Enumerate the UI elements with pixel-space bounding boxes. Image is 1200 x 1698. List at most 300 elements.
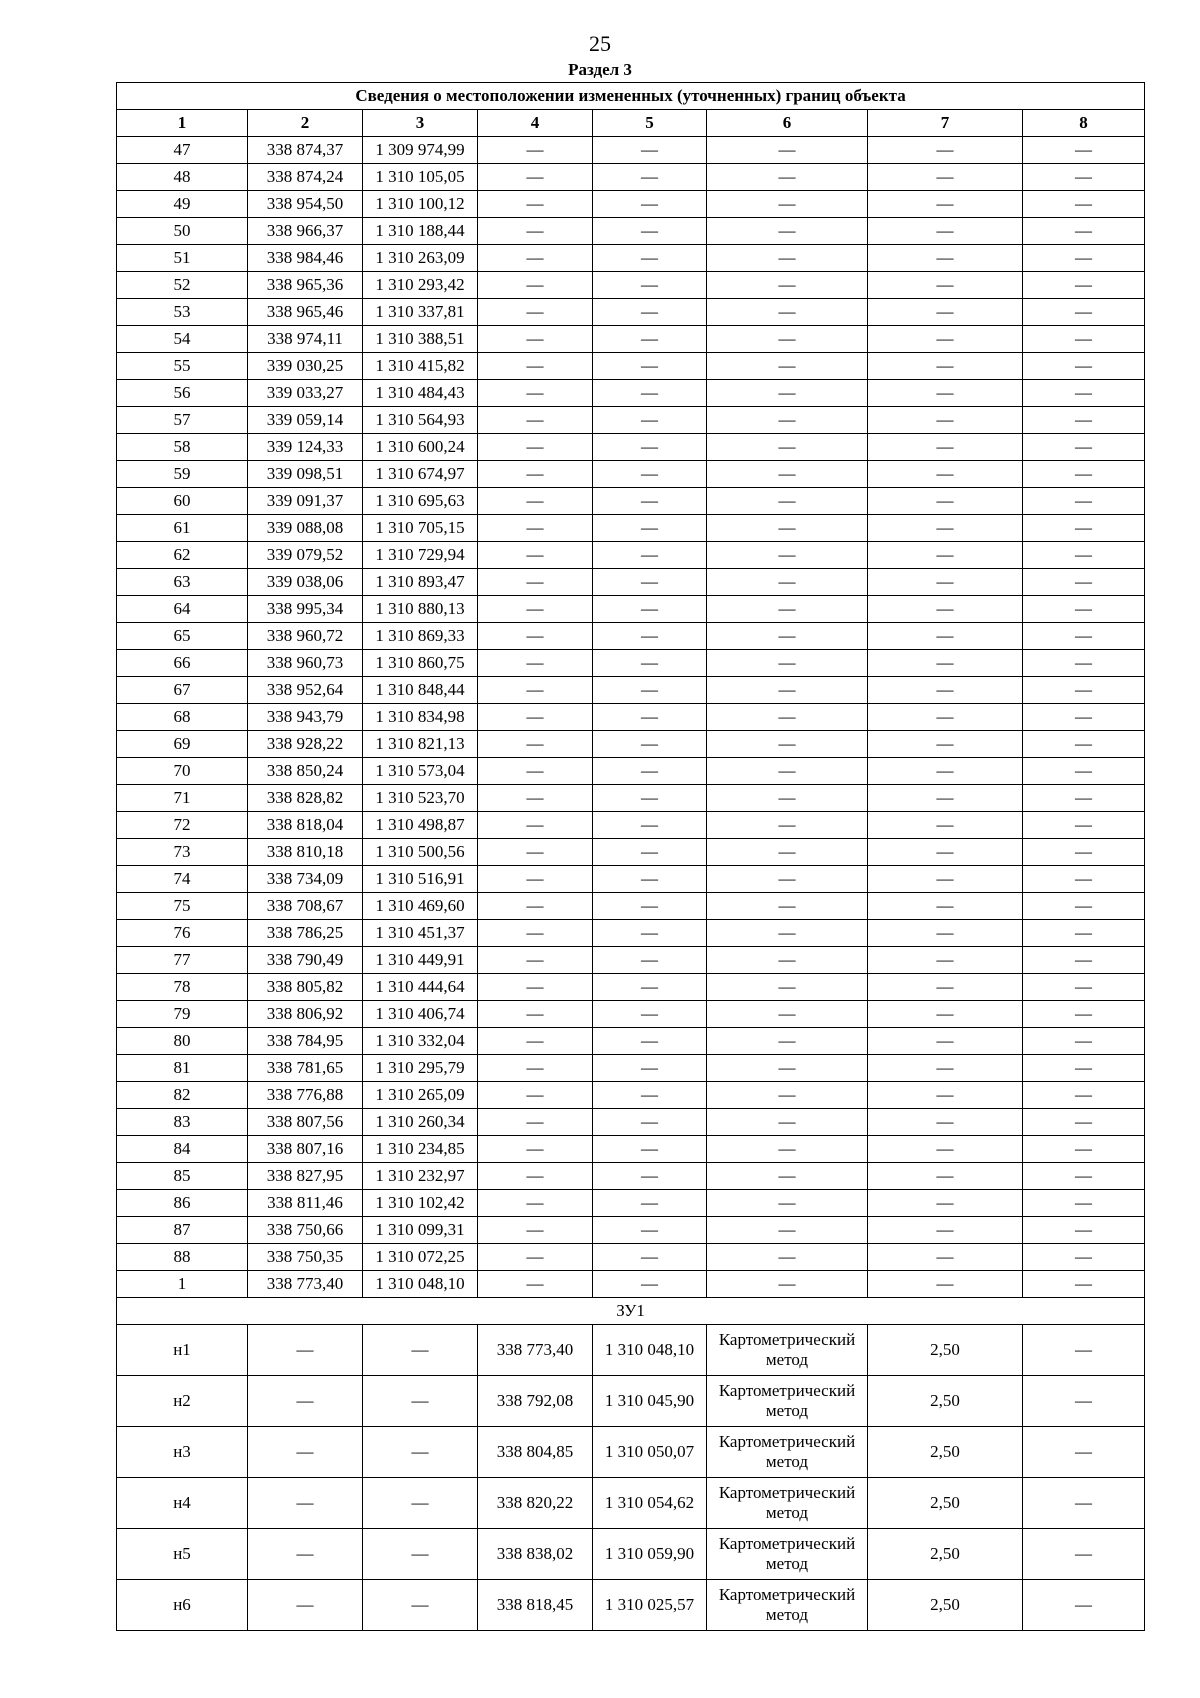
table-row — [117, 137, 1145, 164]
empty-dash-cell: — — [593, 1082, 707, 1109]
empty-dash-cell: — — [868, 1136, 1023, 1163]
empty-dash-cell: — — [1023, 1529, 1145, 1580]
existing-y-cell: 1 310 048,10 — [363, 1271, 478, 1298]
new-y-cell: 1 310 059,90 — [593, 1529, 707, 1580]
empty-dash-cell: — — [1023, 434, 1145, 461]
empty-dash-cell: — — [593, 785, 707, 812]
point-number-cell: 55 — [117, 353, 248, 380]
existing-y-cell: 1 310 188,44 — [363, 218, 478, 245]
table-row — [117, 1529, 1145, 1580]
empty-dash-cell: — — [1023, 650, 1145, 677]
point-number-cell: 73 — [117, 839, 248, 866]
table-row — [117, 1244, 1145, 1271]
empty-dash-cell: — — [478, 974, 593, 1001]
point-number-cell: 86 — [117, 1190, 248, 1217]
point-number-cell: 85 — [117, 1163, 248, 1190]
boundary-coordinates-table — [116, 82, 1145, 1631]
point-number-cell: 50 — [117, 218, 248, 245]
existing-y-cell: 1 310 860,75 — [363, 650, 478, 677]
empty-dash-cell: — — [1023, 1082, 1145, 1109]
empty-dash-cell: — — [868, 461, 1023, 488]
empty-dash-cell: — — [1023, 731, 1145, 758]
empty-dash-cell: — — [1023, 1427, 1145, 1478]
point-number-cell: н6 — [117, 1580, 248, 1631]
empty-dash-cell: — — [1023, 1055, 1145, 1082]
column-number-5: 5 — [593, 110, 707, 137]
empty-dash-cell: — — [478, 380, 593, 407]
column-number-6: 6 — [707, 110, 868, 137]
empty-dash-cell: — — [593, 974, 707, 1001]
accuracy-cell: 2,50 — [868, 1580, 1023, 1631]
point-number-cell: 75 — [117, 893, 248, 920]
empty-dash-cell: — — [1023, 380, 1145, 407]
empty-dash-cell: — — [478, 596, 593, 623]
empty-dash-cell: — — [707, 1271, 868, 1298]
table-row — [117, 731, 1145, 758]
existing-x-cell: 338 790,49 — [248, 947, 363, 974]
existing-x-cell: 338 708,67 — [248, 893, 363, 920]
existing-x-cell: 338 952,64 — [248, 677, 363, 704]
empty-dash-cell: — — [707, 1163, 868, 1190]
empty-dash-cell: — — [1023, 218, 1145, 245]
empty-dash-cell: — — [707, 1001, 868, 1028]
empty-dash-cell: — — [1023, 893, 1145, 920]
empty-dash-cell: — — [1023, 839, 1145, 866]
existing-y-cell: 1 310 600,24 — [363, 434, 478, 461]
empty-dash-cell: — — [707, 839, 868, 866]
existing-y-cell: 1 310 705,15 — [363, 515, 478, 542]
existing-x-cell: 338 784,95 — [248, 1028, 363, 1055]
empty-dash-cell: — — [707, 704, 868, 731]
table-row — [117, 947, 1145, 974]
existing-x-cell: 338 807,16 — [248, 1136, 363, 1163]
empty-dash-cell: — — [707, 1136, 868, 1163]
empty-dash-cell: — — [868, 677, 1023, 704]
existing-x-cell: 338 750,66 — [248, 1217, 363, 1244]
empty-dash-cell: — — [1023, 812, 1145, 839]
section-title: Раздел 3 — [568, 60, 632, 79]
table-row — [117, 272, 1145, 299]
table-row — [117, 245, 1145, 272]
empty-dash-cell: — — [593, 191, 707, 218]
empty-dash-cell: — — [363, 1427, 478, 1478]
empty-dash-cell: — — [1023, 1109, 1145, 1136]
new-y-cell: 1 310 050,07 — [593, 1427, 707, 1478]
empty-dash-cell: — — [478, 947, 593, 974]
empty-dash-cell: — — [1023, 191, 1145, 218]
empty-dash-cell: — — [707, 272, 868, 299]
table-row — [117, 1190, 1145, 1217]
point-number-cell: 72 — [117, 812, 248, 839]
existing-x-cell: 338 750,35 — [248, 1244, 363, 1271]
empty-dash-cell: — — [593, 1163, 707, 1190]
new-y-cell: 1 310 054,62 — [593, 1478, 707, 1529]
table-row — [117, 299, 1145, 326]
point-number-cell: 80 — [117, 1028, 248, 1055]
point-number-cell: 88 — [117, 1244, 248, 1271]
point-number-cell: 47 — [117, 137, 248, 164]
group-label: ЗУ1 — [117, 1298, 1145, 1325]
empty-dash-cell: — — [593, 272, 707, 299]
point-number-cell: н4 — [117, 1478, 248, 1529]
empty-dash-cell: — — [868, 623, 1023, 650]
existing-x-cell: 339 038,06 — [248, 569, 363, 596]
empty-dash-cell: — — [593, 245, 707, 272]
existing-y-cell: 1 310 498,87 — [363, 812, 478, 839]
existing-y-cell: 1 310 880,13 — [363, 596, 478, 623]
empty-dash-cell: — — [593, 1190, 707, 1217]
new-y-cell: 1 310 045,90 — [593, 1376, 707, 1427]
existing-x-cell: 339 091,37 — [248, 488, 363, 515]
empty-dash-cell: — — [593, 623, 707, 650]
empty-dash-cell: — — [478, 272, 593, 299]
empty-dash-cell: — — [868, 245, 1023, 272]
new-x-cell: 338 773,40 — [478, 1325, 593, 1376]
empty-dash-cell: — — [593, 1244, 707, 1271]
existing-x-cell: 338 776,88 — [248, 1082, 363, 1109]
empty-dash-cell: — — [1023, 299, 1145, 326]
column-number-1: 1 — [117, 110, 248, 137]
point-number-cell: 49 — [117, 191, 248, 218]
empty-dash-cell: — — [1023, 920, 1145, 947]
table-row — [117, 191, 1145, 218]
point-number-cell: 83 — [117, 1109, 248, 1136]
empty-dash-cell: — — [868, 947, 1023, 974]
empty-dash-cell: — — [478, 920, 593, 947]
empty-dash-cell: — — [478, 1082, 593, 1109]
existing-y-cell: 1 310 564,93 — [363, 407, 478, 434]
empty-dash-cell: — — [868, 704, 1023, 731]
empty-dash-cell: — — [1023, 569, 1145, 596]
empty-dash-cell: — — [868, 353, 1023, 380]
existing-x-cell: 338 773,40 — [248, 1271, 363, 1298]
point-number-cell: 70 — [117, 758, 248, 785]
empty-dash-cell: — — [707, 569, 868, 596]
empty-dash-cell: — — [593, 731, 707, 758]
point-number-cell: 57 — [117, 407, 248, 434]
empty-dash-cell: — — [868, 812, 1023, 839]
empty-dash-cell: — — [593, 326, 707, 353]
point-number-cell: 62 — [117, 542, 248, 569]
empty-dash-cell: — — [1023, 245, 1145, 272]
empty-dash-cell: — — [1023, 1136, 1145, 1163]
empty-dash-cell: — — [593, 353, 707, 380]
empty-dash-cell: — — [707, 218, 868, 245]
table-row — [117, 164, 1145, 191]
empty-dash-cell: — — [593, 866, 707, 893]
point-number-cell: 52 — [117, 272, 248, 299]
empty-dash-cell: — — [478, 866, 593, 893]
point-number-cell: 69 — [117, 731, 248, 758]
existing-y-cell: 1 310 332,04 — [363, 1028, 478, 1055]
existing-y-cell: 1 310 265,09 — [363, 1082, 478, 1109]
empty-dash-cell: — — [707, 488, 868, 515]
empty-dash-cell: — — [868, 1271, 1023, 1298]
empty-dash-cell: — — [707, 650, 868, 677]
empty-dash-cell: — — [1023, 785, 1145, 812]
point-number-cell: 74 — [117, 866, 248, 893]
empty-dash-cell: — — [868, 893, 1023, 920]
empty-dash-cell: — — [1023, 461, 1145, 488]
empty-dash-cell: — — [868, 866, 1023, 893]
empty-dash-cell: — — [593, 407, 707, 434]
empty-dash-cell: — — [868, 1244, 1023, 1271]
empty-dash-cell: — — [478, 191, 593, 218]
existing-y-cell: 1 310 848,44 — [363, 677, 478, 704]
table-row — [117, 974, 1145, 1001]
column-number-8: 8 — [1023, 110, 1145, 137]
empty-dash-cell: — — [1023, 758, 1145, 785]
empty-dash-cell: — — [707, 893, 868, 920]
point-number-cell: н1 — [117, 1325, 248, 1376]
existing-x-cell: 339 059,14 — [248, 407, 363, 434]
table-caption-row — [117, 83, 1145, 110]
existing-x-cell: 339 030,25 — [248, 353, 363, 380]
empty-dash-cell: — — [707, 434, 868, 461]
table-row — [117, 353, 1145, 380]
empty-dash-cell: — — [707, 812, 868, 839]
table-row — [117, 1055, 1145, 1082]
empty-dash-cell: — — [593, 380, 707, 407]
empty-dash-cell: — — [593, 434, 707, 461]
empty-dash-cell: — — [707, 1028, 868, 1055]
accuracy-cell: 2,50 — [868, 1478, 1023, 1529]
table-row — [117, 866, 1145, 893]
existing-y-cell: 1 310 232,97 — [363, 1163, 478, 1190]
empty-dash-cell: — — [478, 1055, 593, 1082]
empty-dash-cell: — — [593, 515, 707, 542]
existing-y-cell: 1 310 293,42 — [363, 272, 478, 299]
empty-dash-cell: — — [478, 1190, 593, 1217]
empty-dash-cell: — — [248, 1325, 363, 1376]
empty-dash-cell: — — [593, 1136, 707, 1163]
existing-y-cell: 1 310 263,09 — [363, 245, 478, 272]
empty-dash-cell: — — [593, 1028, 707, 1055]
empty-dash-cell: — — [707, 380, 868, 407]
existing-x-cell: 338 965,36 — [248, 272, 363, 299]
table-row — [117, 1001, 1145, 1028]
empty-dash-cell: — — [478, 353, 593, 380]
empty-dash-cell: — — [248, 1478, 363, 1529]
method-cell: Картометрический метод — [707, 1376, 868, 1427]
table-row — [117, 1109, 1145, 1136]
empty-dash-cell: — — [478, 434, 593, 461]
empty-dash-cell: — — [1023, 353, 1145, 380]
empty-dash-cell: — — [707, 785, 868, 812]
empty-dash-cell: — — [707, 947, 868, 974]
empty-dash-cell: — — [707, 677, 868, 704]
existing-x-cell: 338 874,24 — [248, 164, 363, 191]
page-number: 25 — [589, 31, 611, 56]
empty-dash-cell: — — [593, 650, 707, 677]
point-number-cell: 65 — [117, 623, 248, 650]
empty-dash-cell: — — [1023, 515, 1145, 542]
table-row — [117, 1028, 1145, 1055]
point-number-cell: 67 — [117, 677, 248, 704]
empty-dash-cell: — — [593, 704, 707, 731]
table-row — [117, 569, 1145, 596]
column-numbers-row — [117, 110, 1145, 137]
point-number-cell: 84 — [117, 1136, 248, 1163]
empty-dash-cell: — — [1023, 677, 1145, 704]
empty-dash-cell: — — [707, 407, 868, 434]
empty-dash-cell: — — [478, 137, 593, 164]
point-number-cell: 53 — [117, 299, 248, 326]
new-y-cell: 1 310 048,10 — [593, 1325, 707, 1376]
existing-x-cell: 338 874,37 — [248, 137, 363, 164]
empty-dash-cell: — — [478, 1109, 593, 1136]
empty-dash-cell: — — [593, 461, 707, 488]
existing-x-cell: 338 960,73 — [248, 650, 363, 677]
empty-dash-cell: — — [478, 623, 593, 650]
empty-dash-cell: — — [868, 380, 1023, 407]
point-number-cell: 48 — [117, 164, 248, 191]
empty-dash-cell: — — [868, 299, 1023, 326]
table-row — [117, 434, 1145, 461]
empty-dash-cell: — — [1023, 1478, 1145, 1529]
existing-x-cell: 338 805,82 — [248, 974, 363, 1001]
empty-dash-cell: — — [478, 488, 593, 515]
empty-dash-cell: — — [707, 1217, 868, 1244]
empty-dash-cell: — — [707, 758, 868, 785]
empty-dash-cell: — — [707, 1055, 868, 1082]
empty-dash-cell: — — [868, 218, 1023, 245]
table-row — [117, 1136, 1145, 1163]
empty-dash-cell: — — [1023, 326, 1145, 353]
empty-dash-cell: — — [363, 1580, 478, 1631]
empty-dash-cell: — — [707, 245, 868, 272]
point-number-cell: 87 — [117, 1217, 248, 1244]
empty-dash-cell: — — [593, 569, 707, 596]
empty-dash-cell: — — [1023, 137, 1145, 164]
existing-x-cell: 338 928,22 — [248, 731, 363, 758]
existing-x-cell: 338 786,25 — [248, 920, 363, 947]
empty-dash-cell: — — [707, 623, 868, 650]
table-row — [117, 650, 1145, 677]
empty-dash-cell: — — [1023, 974, 1145, 1001]
empty-dash-cell: — — [707, 191, 868, 218]
empty-dash-cell: — — [868, 1028, 1023, 1055]
method-cell: Картометрический метод — [707, 1325, 868, 1376]
column-number-2: 2 — [248, 110, 363, 137]
point-number-cell: 77 — [117, 947, 248, 974]
existing-y-cell: 1 310 234,85 — [363, 1136, 478, 1163]
new-x-cell: 338 818,45 — [478, 1580, 593, 1631]
existing-y-cell: 1 310 105,05 — [363, 164, 478, 191]
empty-dash-cell: — — [707, 1082, 868, 1109]
empty-dash-cell: — — [593, 164, 707, 191]
empty-dash-cell: — — [478, 650, 593, 677]
empty-dash-cell: — — [248, 1580, 363, 1631]
empty-dash-cell: — — [1023, 164, 1145, 191]
empty-dash-cell: — — [1023, 542, 1145, 569]
empty-dash-cell: — — [478, 704, 593, 731]
existing-y-cell: 1 310 260,34 — [363, 1109, 478, 1136]
existing-x-cell: 338 965,46 — [248, 299, 363, 326]
empty-dash-cell: — — [593, 1001, 707, 1028]
empty-dash-cell: — — [707, 137, 868, 164]
empty-dash-cell: — — [868, 1163, 1023, 1190]
empty-dash-cell: — — [868, 272, 1023, 299]
existing-x-cell: 339 079,52 — [248, 542, 363, 569]
existing-y-cell: 1 310 674,97 — [363, 461, 478, 488]
empty-dash-cell: — — [1023, 1217, 1145, 1244]
existing-x-cell: 339 098,51 — [248, 461, 363, 488]
empty-dash-cell: — — [707, 731, 868, 758]
empty-dash-cell: — — [478, 1001, 593, 1028]
table-row — [117, 758, 1145, 785]
empty-dash-cell: — — [478, 245, 593, 272]
table-row — [117, 461, 1145, 488]
existing-x-cell: 338 995,34 — [248, 596, 363, 623]
empty-dash-cell: — — [868, 839, 1023, 866]
empty-dash-cell: — — [707, 866, 868, 893]
empty-dash-cell: — — [868, 488, 1023, 515]
existing-x-cell: 338 960,72 — [248, 623, 363, 650]
existing-x-cell: 338 827,95 — [248, 1163, 363, 1190]
new-x-cell: 338 820,22 — [478, 1478, 593, 1529]
empty-dash-cell: — — [707, 920, 868, 947]
empty-dash-cell: — — [1023, 1271, 1145, 1298]
empty-dash-cell: — — [868, 731, 1023, 758]
empty-dash-cell: — — [593, 1055, 707, 1082]
empty-dash-cell: — — [248, 1376, 363, 1427]
empty-dash-cell: — — [868, 137, 1023, 164]
existing-y-cell: 1 310 821,13 — [363, 731, 478, 758]
existing-x-cell: 339 088,08 — [248, 515, 363, 542]
empty-dash-cell: — — [707, 1244, 868, 1271]
existing-x-cell: 338 966,37 — [248, 218, 363, 245]
empty-dash-cell: — — [868, 1190, 1023, 1217]
existing-x-cell: 338 781,65 — [248, 1055, 363, 1082]
table-row — [117, 920, 1145, 947]
table-row — [117, 515, 1145, 542]
accuracy-cell: 2,50 — [868, 1427, 1023, 1478]
empty-dash-cell: — — [363, 1478, 478, 1529]
empty-dash-cell: — — [478, 164, 593, 191]
point-number-cell: 1 — [117, 1271, 248, 1298]
empty-dash-cell: — — [868, 1082, 1023, 1109]
empty-dash-cell: — — [478, 1244, 593, 1271]
point-number-cell: 63 — [117, 569, 248, 596]
new-x-cell: 338 804,85 — [478, 1427, 593, 1478]
empty-dash-cell: — — [1023, 947, 1145, 974]
table-row — [117, 1580, 1145, 1631]
table-caption: Сведения о местоположении измененных (уточненных) границ объекта — [117, 83, 1145, 110]
empty-dash-cell: — — [363, 1376, 478, 1427]
existing-x-cell: 339 033,27 — [248, 380, 363, 407]
empty-dash-cell: — — [707, 596, 868, 623]
table-row — [117, 677, 1145, 704]
empty-dash-cell: — — [478, 1028, 593, 1055]
empty-dash-cell: — — [593, 542, 707, 569]
empty-dash-cell: — — [248, 1529, 363, 1580]
existing-x-cell: 338 818,04 — [248, 812, 363, 839]
existing-x-cell: 338 943,79 — [248, 704, 363, 731]
empty-dash-cell: — — [868, 191, 1023, 218]
existing-y-cell: 1 310 295,79 — [363, 1055, 478, 1082]
accuracy-cell: 2,50 — [868, 1325, 1023, 1376]
empty-dash-cell: — — [478, 299, 593, 326]
point-number-cell: 79 — [117, 1001, 248, 1028]
existing-x-cell: 339 124,33 — [248, 434, 363, 461]
empty-dash-cell: — — [707, 1190, 868, 1217]
empty-dash-cell: — — [868, 542, 1023, 569]
existing-y-cell: 1 310 444,64 — [363, 974, 478, 1001]
point-number-cell: 61 — [117, 515, 248, 542]
new-x-cell: 338 838,02 — [478, 1529, 593, 1580]
empty-dash-cell: — — [868, 1001, 1023, 1028]
